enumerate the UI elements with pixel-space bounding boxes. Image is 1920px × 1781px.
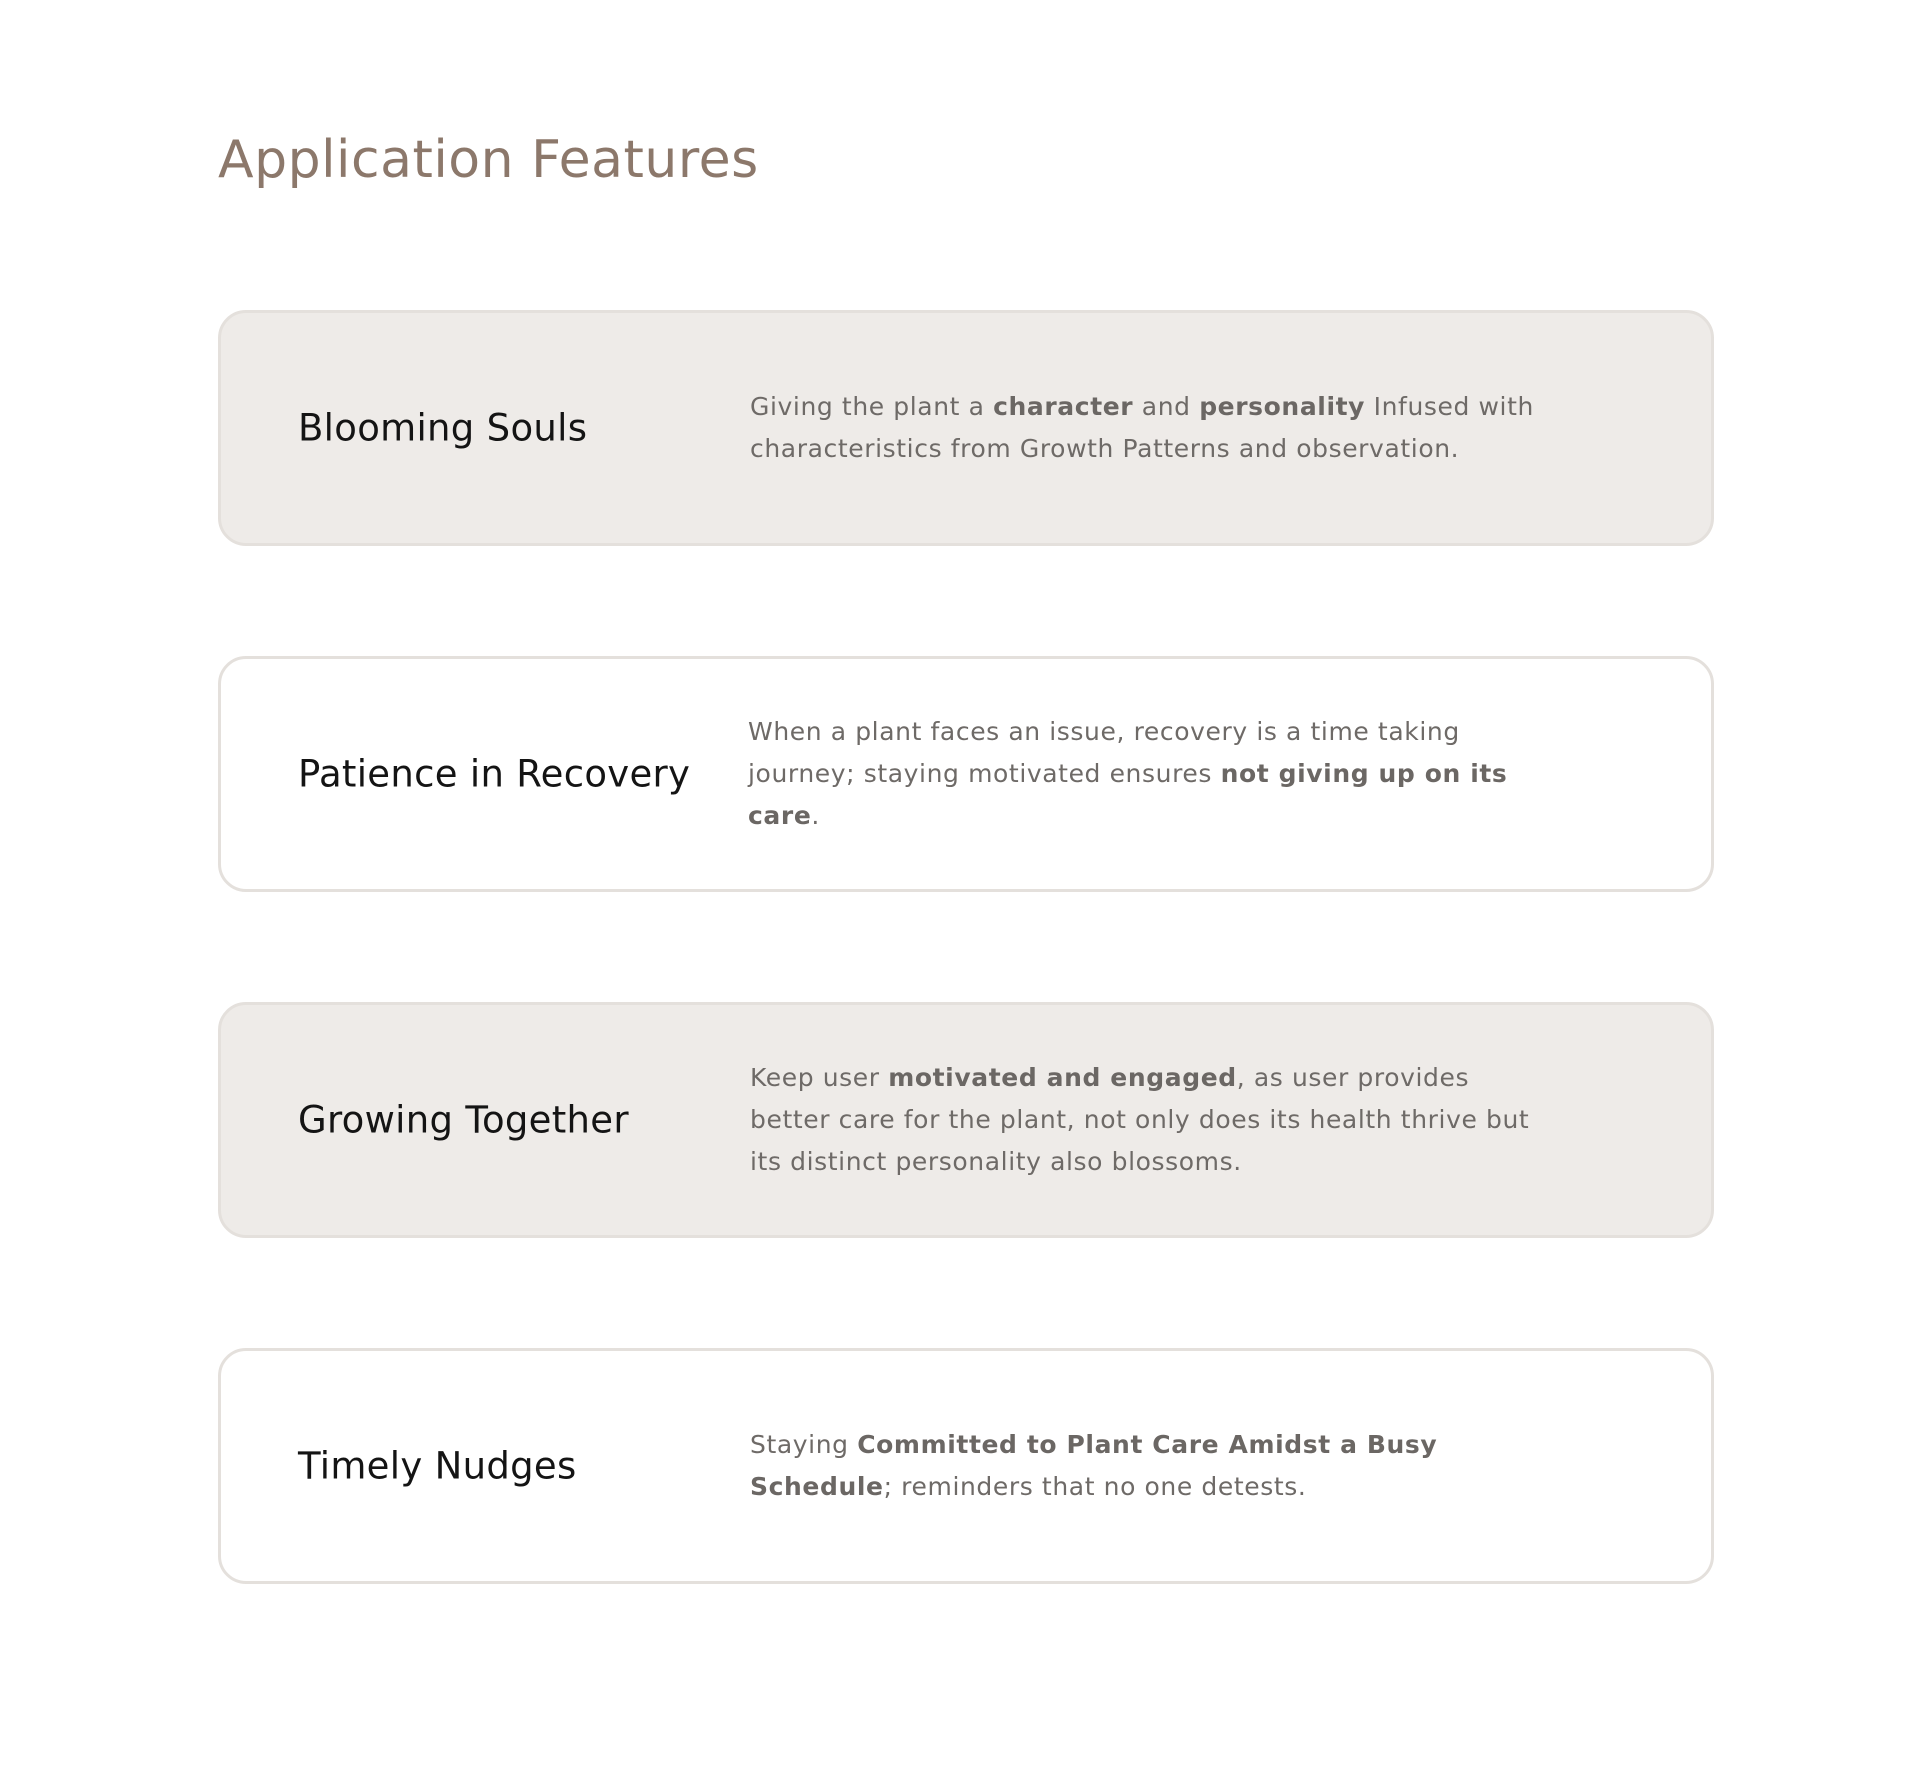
desc-text: Staying [750,1430,858,1459]
desc-text: . [811,801,820,830]
feature-card-blooming-souls [218,310,1714,546]
feature-description [750,1424,1450,1508]
feature-title: Timely Nudges [298,1444,577,1488]
feature-card-timely-nudges [218,1348,1714,1584]
desc-text: Giving the plant a [750,392,994,421]
desc-text: and [1133,392,1200,421]
feature-card-growing-together [218,1002,1714,1238]
desc-emphasis: personality [1199,392,1366,421]
feature-title: Patience in Recovery [298,752,691,796]
desc-emphasis: motivated and engaged [888,1063,1237,1092]
desc-text: Keep user [750,1063,889,1092]
desc-emphasis: not giving up on its care [748,759,1508,830]
desc-emphasis: Committed to Plant Care Amidst a Busy Schedule [750,1430,1438,1501]
feature-description [748,711,1548,837]
feature-description [750,1057,1550,1183]
desc-text: Infused with characteristics from Growth Patterns and observation. [750,392,1534,463]
desc-text: When a plant faces an issue, recovery is a time taking journey; staying motivated ensures [748,717,1460,788]
feature-description [750,386,1550,470]
desc-emphasis: character [993,392,1134,421]
desc-text: , as user provides better care for the plant, not only does its health thrive but its distinct personality also blossoms. [750,1063,1530,1176]
feature-title: Growing Together [298,1098,629,1142]
feature-card-patience-in-recovery [218,656,1714,892]
feature-list [218,310,1714,1694]
feature-title: Blooming Souls [298,406,588,450]
desc-text: ; reminders that no one detests. [883,1472,1307,1501]
page-title: Application Features [218,130,759,190]
